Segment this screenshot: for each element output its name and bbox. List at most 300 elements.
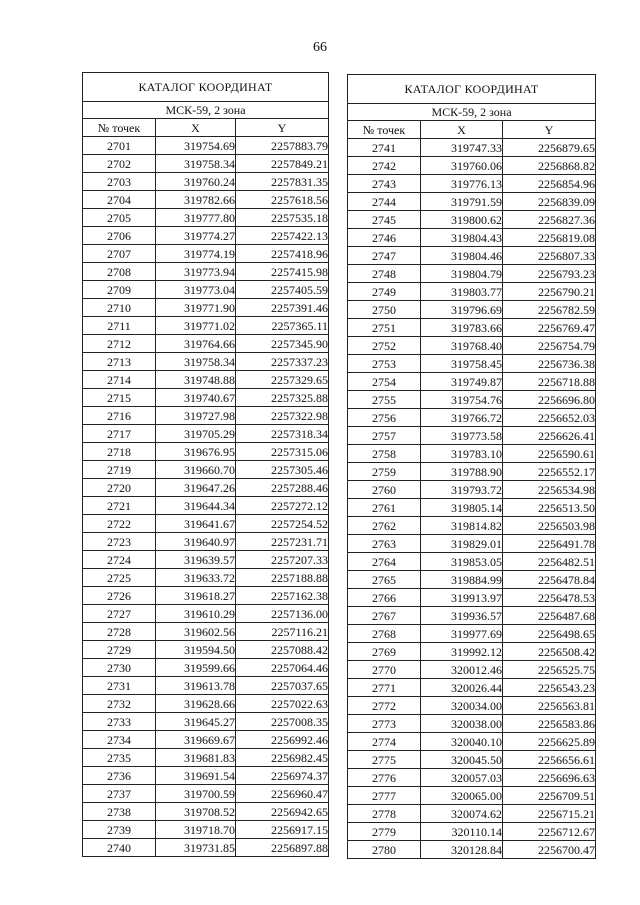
table-row [83, 191, 329, 209]
y-coordinate-cell: 2257329.65 [236, 371, 329, 389]
y-coordinate-cell: 2256992.46 [236, 731, 329, 749]
table-row [348, 301, 596, 319]
x-coordinate-cell: 319992.12 [421, 643, 503, 661]
table-row [348, 733, 596, 751]
table-row [348, 607, 596, 625]
x-coordinate-cell: 320045.50 [421, 751, 503, 769]
y-coordinate-cell: 2256709.51 [503, 787, 596, 805]
y-coordinate-cell: 2257136.00 [236, 605, 329, 623]
y-coordinate-cell: 2257365.11 [236, 317, 329, 335]
y-coordinate-cell: 2257325.88 [236, 389, 329, 407]
point-number-cell: 2725 [83, 569, 156, 587]
table-row [348, 535, 596, 553]
y-coordinate-cell: 2257883.79 [236, 137, 329, 155]
y-coordinate-cell: 2257535.18 [236, 209, 329, 227]
point-number-cell: 2755 [348, 391, 421, 409]
table-row [348, 193, 596, 211]
table-row [348, 211, 596, 229]
y-coordinate-cell: 2256736.38 [503, 355, 596, 373]
point-number-cell: 2733 [83, 713, 156, 731]
x-coordinate-cell: 319804.46 [421, 247, 503, 265]
point-number-cell: 2703 [83, 173, 156, 191]
x-coordinate-cell: 319760.06 [421, 157, 503, 175]
x-coordinate-cell: 319602.56 [156, 623, 236, 641]
table-row [83, 605, 329, 623]
table-row [83, 209, 329, 227]
y-coordinate-cell: 2256854.96 [503, 175, 596, 193]
table-row [83, 731, 329, 749]
table-row [83, 569, 329, 587]
point-number-cell: 2772 [348, 697, 421, 715]
x-coordinate-cell: 319773.94 [156, 263, 236, 281]
table-row [83, 263, 329, 281]
point-number-cell: 2770 [348, 661, 421, 679]
x-coordinate-cell: 319788.90 [421, 463, 503, 481]
table-row [348, 553, 596, 571]
point-number-cell: 2706 [83, 227, 156, 245]
table-row [83, 389, 329, 407]
y-coordinate-cell: 2256491.78 [503, 535, 596, 553]
y-coordinate-cell: 2257037.65 [236, 677, 329, 695]
point-number-cell: 2710 [83, 299, 156, 317]
y-coordinate-cell: 2256917.15 [236, 821, 329, 839]
point-number-cell: 2771 [348, 679, 421, 697]
point-number-cell: 2761 [348, 499, 421, 517]
y-coordinate-cell: 2256482.51 [503, 553, 596, 571]
y-coordinate-cell: 2256508.42 [503, 643, 596, 661]
table-row [348, 643, 596, 661]
table-row [348, 805, 596, 823]
table-row [83, 317, 329, 335]
catalog-title: КАТАЛОГ КООРДИНАТ [348, 75, 596, 104]
header-point-number: № точек [83, 119, 156, 137]
y-coordinate-cell: 2256534.98 [503, 481, 596, 499]
point-number-cell: 2724 [83, 551, 156, 569]
x-coordinate-cell: 319727.98 [156, 407, 236, 425]
table-row [83, 551, 329, 569]
point-number-cell: 2743 [348, 175, 421, 193]
x-coordinate-cell: 319660.70 [156, 461, 236, 479]
x-coordinate-cell: 319633.72 [156, 569, 236, 587]
point-number-cell: 2739 [83, 821, 156, 839]
x-coordinate-cell: 319776.13 [421, 175, 503, 193]
y-coordinate-cell: 2256942.65 [236, 803, 329, 821]
x-coordinate-cell: 319773.58 [421, 427, 503, 445]
y-coordinate-cell: 2257345.90 [236, 335, 329, 353]
table-row [83, 821, 329, 839]
x-coordinate-cell: 319613.78 [156, 677, 236, 695]
point-number-cell: 2768 [348, 625, 421, 643]
y-coordinate-cell: 2256754.79 [503, 337, 596, 355]
catalog-title: КАТАЛОГ КООРДИНАТ [83, 73, 329, 102]
point-number-cell: 2736 [83, 767, 156, 785]
table-row [83, 641, 329, 659]
table-row [348, 157, 596, 175]
y-coordinate-cell: 2256478.53 [503, 589, 596, 607]
x-coordinate-cell: 319804.43 [421, 229, 503, 247]
table-row [348, 697, 596, 715]
y-coordinate-cell: 2257831.35 [236, 173, 329, 191]
x-coordinate-cell: 320065.00 [421, 787, 503, 805]
coordinate-catalog-left [82, 72, 329, 857]
y-coordinate-cell: 2257231.71 [236, 533, 329, 551]
y-coordinate-cell: 2257088.42 [236, 641, 329, 659]
x-coordinate-cell: 319740.67 [156, 389, 236, 407]
y-coordinate-cell: 2256769.47 [503, 319, 596, 337]
point-number-cell: 2716 [83, 407, 156, 425]
y-coordinate-cell: 2257318.34 [236, 425, 329, 443]
point-number-cell: 2760 [348, 481, 421, 499]
table-row [348, 409, 596, 427]
y-coordinate-cell: 2257415.98 [236, 263, 329, 281]
point-number-cell: 2744 [348, 193, 421, 211]
point-number-cell: 2738 [83, 803, 156, 821]
y-coordinate-cell: 2256652.03 [503, 409, 596, 427]
table-row [348, 265, 596, 283]
x-coordinate-cell: 319708.52 [156, 803, 236, 821]
point-number-cell: 2765 [348, 571, 421, 589]
x-coordinate-cell: 319747.33 [421, 139, 503, 157]
x-coordinate-cell: 320026.44 [421, 679, 503, 697]
x-coordinate-cell: 319731.85 [156, 839, 236, 857]
point-number-cell: 2730 [83, 659, 156, 677]
y-coordinate-cell: 2256626.41 [503, 427, 596, 445]
table-row [83, 299, 329, 317]
point-number-cell: 2769 [348, 643, 421, 661]
x-coordinate-cell: 319791.59 [421, 193, 503, 211]
point-number-cell: 2722 [83, 515, 156, 533]
x-coordinate-cell: 319764.66 [156, 335, 236, 353]
point-number-cell: 2766 [348, 589, 421, 607]
y-coordinate-cell: 2256525.75 [503, 661, 596, 679]
table-row [348, 445, 596, 463]
table-row [83, 173, 329, 191]
point-number-cell: 2758 [348, 445, 421, 463]
table-row [348, 139, 596, 157]
table-row [348, 355, 596, 373]
x-coordinate-cell: 320110.14 [421, 823, 503, 841]
point-number-cell: 2711 [83, 317, 156, 335]
y-coordinate-cell: 2256807.33 [503, 247, 596, 265]
x-coordinate-cell: 319766.72 [421, 409, 503, 427]
y-coordinate-cell: 2256696.80 [503, 391, 596, 409]
point-number-cell: 2756 [348, 409, 421, 427]
x-coordinate-cell: 319774.19 [156, 245, 236, 263]
point-number-cell: 2777 [348, 787, 421, 805]
y-coordinate-cell: 2257022.63 [236, 695, 329, 713]
point-number-cell: 2780 [348, 841, 421, 859]
point-number-cell: 2715 [83, 389, 156, 407]
x-coordinate-cell: 319641.67 [156, 515, 236, 533]
y-coordinate-cell: 2256839.09 [503, 193, 596, 211]
x-coordinate-cell: 319691.54 [156, 767, 236, 785]
x-coordinate-cell: 319936.57 [421, 607, 503, 625]
y-coordinate-cell: 2257322.98 [236, 407, 329, 425]
x-coordinate-cell: 319758.45 [421, 355, 503, 373]
x-coordinate-cell: 319681.83 [156, 749, 236, 767]
x-coordinate-cell: 319783.10 [421, 445, 503, 463]
x-coordinate-cell: 319793.72 [421, 481, 503, 499]
point-number-cell: 2779 [348, 823, 421, 841]
y-coordinate-cell: 2256782.59 [503, 301, 596, 319]
table-row [348, 229, 596, 247]
catalog-subtitle: МСК-59, 2 зона [348, 104, 596, 121]
point-number-cell: 2705 [83, 209, 156, 227]
table-row [83, 533, 329, 551]
table-row [348, 679, 596, 697]
table-row [83, 281, 329, 299]
point-number-cell: 2753 [348, 355, 421, 373]
y-coordinate-cell: 2257337.23 [236, 353, 329, 371]
x-coordinate-cell: 319610.29 [156, 605, 236, 623]
x-coordinate-cell: 319700.59 [156, 785, 236, 803]
point-number-cell: 2757 [348, 427, 421, 445]
x-coordinate-cell: 319705.29 [156, 425, 236, 443]
table-row [83, 677, 329, 695]
y-coordinate-cell: 2256696.63 [503, 769, 596, 787]
y-coordinate-cell: 2257288.46 [236, 479, 329, 497]
x-coordinate-cell: 319647.26 [156, 479, 236, 497]
header-y: Y [503, 121, 596, 139]
point-number-cell: 2701 [83, 137, 156, 155]
table-row [348, 337, 596, 355]
point-number-cell: 2712 [83, 335, 156, 353]
point-number-cell: 2729 [83, 641, 156, 659]
x-coordinate-cell: 320057.03 [421, 769, 503, 787]
x-coordinate-cell: 319628.66 [156, 695, 236, 713]
y-coordinate-cell: 2257116.21 [236, 623, 329, 641]
table-row [83, 497, 329, 515]
table-row [83, 749, 329, 767]
x-coordinate-cell: 319853.05 [421, 553, 503, 571]
point-number-cell: 2742 [348, 157, 421, 175]
y-coordinate-cell: 2256974.37 [236, 767, 329, 785]
table-row [83, 479, 329, 497]
x-coordinate-cell: 319758.34 [156, 353, 236, 371]
table-row [348, 247, 596, 265]
x-coordinate-cell: 319829.01 [421, 535, 503, 553]
y-coordinate-cell: 2256625.89 [503, 733, 596, 751]
y-coordinate-cell: 2256513.50 [503, 499, 596, 517]
table-row [348, 625, 596, 643]
table-row [83, 623, 329, 641]
y-coordinate-cell: 2256543.23 [503, 679, 596, 697]
table-row [348, 175, 596, 193]
y-coordinate-cell: 2256478.84 [503, 571, 596, 589]
x-coordinate-cell: 320074.62 [421, 805, 503, 823]
table-row [83, 713, 329, 731]
table-row [83, 461, 329, 479]
table-row [348, 787, 596, 805]
x-coordinate-cell: 319758.34 [156, 155, 236, 173]
table-row [83, 425, 329, 443]
y-coordinate-cell: 2257418.96 [236, 245, 329, 263]
point-number-cell: 2714 [83, 371, 156, 389]
point-number-cell: 2719 [83, 461, 156, 479]
table-row [348, 589, 596, 607]
table-row [348, 751, 596, 769]
y-coordinate-cell: 2256718.88 [503, 373, 596, 391]
y-coordinate-cell: 2257254.52 [236, 515, 329, 533]
x-coordinate-cell: 319640.97 [156, 533, 236, 551]
x-coordinate-cell: 319676.95 [156, 443, 236, 461]
y-coordinate-cell: 2257272.12 [236, 497, 329, 515]
table-row [348, 823, 596, 841]
table-row [83, 515, 329, 533]
y-coordinate-cell: 2257305.46 [236, 461, 329, 479]
point-number-cell: 2745 [348, 211, 421, 229]
y-coordinate-cell: 2256700.47 [503, 841, 596, 859]
table-row [348, 661, 596, 679]
point-number-cell: 2746 [348, 229, 421, 247]
point-number-cell: 2763 [348, 535, 421, 553]
point-number-cell: 2750 [348, 301, 421, 319]
point-number-cell: 2708 [83, 263, 156, 281]
table-row [83, 155, 329, 173]
y-coordinate-cell: 2257064.46 [236, 659, 329, 677]
x-coordinate-cell: 320128.84 [421, 841, 503, 859]
x-coordinate-cell: 319884.99 [421, 571, 503, 589]
header-y: Y [236, 119, 329, 137]
header-x: X [421, 121, 503, 139]
y-coordinate-cell: 2256790.21 [503, 283, 596, 301]
point-number-cell: 2773 [348, 715, 421, 733]
x-coordinate-cell: 319977.69 [421, 625, 503, 643]
y-coordinate-cell: 2256503.98 [503, 517, 596, 535]
point-number-cell: 2735 [83, 749, 156, 767]
header-x: X [156, 119, 236, 137]
x-coordinate-cell: 319803.77 [421, 283, 503, 301]
y-coordinate-cell: 2256552.17 [503, 463, 596, 481]
table-row [83, 407, 329, 425]
x-coordinate-cell: 320040.10 [421, 733, 503, 751]
point-number-cell: 2748 [348, 265, 421, 283]
x-coordinate-cell: 319804.79 [421, 265, 503, 283]
y-coordinate-cell: 2256793.23 [503, 265, 596, 283]
table-row [348, 427, 596, 445]
point-number-cell: 2704 [83, 191, 156, 209]
table-row [348, 373, 596, 391]
y-coordinate-cell: 2256715.21 [503, 805, 596, 823]
table-row [348, 481, 596, 499]
table-row [348, 283, 596, 301]
table-row [83, 839, 329, 857]
x-coordinate-cell: 319718.70 [156, 821, 236, 839]
point-number-cell: 2747 [348, 247, 421, 265]
y-coordinate-cell: 2257618.56 [236, 191, 329, 209]
point-number-cell: 2775 [348, 751, 421, 769]
x-coordinate-cell: 319639.57 [156, 551, 236, 569]
x-coordinate-cell: 319768.40 [421, 337, 503, 355]
table-row [83, 227, 329, 245]
point-number-cell: 2728 [83, 623, 156, 641]
point-number-cell: 2718 [83, 443, 156, 461]
x-coordinate-cell: 319669.67 [156, 731, 236, 749]
x-coordinate-cell: 319782.66 [156, 191, 236, 209]
table-row [83, 137, 329, 155]
catalog-subtitle: МСК-59, 2 зона [83, 102, 329, 119]
table-row [83, 695, 329, 713]
point-number-cell: 2751 [348, 319, 421, 337]
table-row [83, 353, 329, 371]
point-number-cell: 2741 [348, 139, 421, 157]
table-row [83, 587, 329, 605]
point-number-cell: 2731 [83, 677, 156, 695]
point-number-cell: 2713 [83, 353, 156, 371]
y-coordinate-cell: 2256498.65 [503, 625, 596, 643]
x-coordinate-cell: 319754.69 [156, 137, 236, 155]
point-number-cell: 2754 [348, 373, 421, 391]
x-coordinate-cell: 319594.50 [156, 641, 236, 659]
table-row [348, 517, 596, 535]
table-row [348, 841, 596, 859]
point-number-cell: 2752 [348, 337, 421, 355]
point-number-cell: 2721 [83, 497, 156, 515]
table-row [83, 803, 329, 821]
x-coordinate-cell: 319749.87 [421, 373, 503, 391]
y-coordinate-cell: 2256868.82 [503, 157, 596, 175]
y-coordinate-cell: 2257207.33 [236, 551, 329, 569]
x-coordinate-cell: 319645.27 [156, 713, 236, 731]
x-coordinate-cell: 319771.90 [156, 299, 236, 317]
point-number-cell: 2749 [348, 283, 421, 301]
table-row [348, 571, 596, 589]
table-row [348, 391, 596, 409]
point-number-cell: 2723 [83, 533, 156, 551]
x-coordinate-cell: 319774.27 [156, 227, 236, 245]
point-number-cell: 2732 [83, 695, 156, 713]
x-coordinate-cell: 319760.24 [156, 173, 236, 191]
point-number-cell: 2767 [348, 607, 421, 625]
x-coordinate-cell: 319771.02 [156, 317, 236, 335]
page-number: 66 [313, 40, 327, 55]
point-number-cell: 2774 [348, 733, 421, 751]
y-coordinate-cell: 2256982.45 [236, 749, 329, 767]
y-coordinate-cell: 2256960.47 [236, 785, 329, 803]
y-coordinate-cell: 2257422.13 [236, 227, 329, 245]
y-coordinate-cell: 2256487.68 [503, 607, 596, 625]
point-number-cell: 2717 [83, 425, 156, 443]
x-coordinate-cell: 319783.66 [421, 319, 503, 337]
header-point-number: № точек [348, 121, 421, 139]
table-row [83, 659, 329, 677]
table-row [83, 767, 329, 785]
y-coordinate-cell: 2256819.08 [503, 229, 596, 247]
point-number-cell: 2759 [348, 463, 421, 481]
x-coordinate-cell: 319748.88 [156, 371, 236, 389]
x-coordinate-cell: 319814.82 [421, 517, 503, 535]
point-number-cell: 2762 [348, 517, 421, 535]
y-coordinate-cell: 2257849.21 [236, 155, 329, 173]
point-number-cell: 2737 [83, 785, 156, 803]
table-row [83, 785, 329, 803]
point-number-cell: 2702 [83, 155, 156, 173]
x-coordinate-cell: 319644.34 [156, 497, 236, 515]
table-row [83, 443, 329, 461]
point-number-cell: 2720 [83, 479, 156, 497]
x-coordinate-cell: 319805.14 [421, 499, 503, 517]
table-row [83, 335, 329, 353]
y-coordinate-cell: 2256879.65 [503, 139, 596, 157]
y-coordinate-cell: 2257188.88 [236, 569, 329, 587]
x-coordinate-cell: 319599.66 [156, 659, 236, 677]
x-coordinate-cell: 319618.27 [156, 587, 236, 605]
x-coordinate-cell: 319913.97 [421, 589, 503, 607]
y-coordinate-cell: 2257405.59 [236, 281, 329, 299]
y-coordinate-cell: 2256583.86 [503, 715, 596, 733]
x-coordinate-cell: 320034.00 [421, 697, 503, 715]
y-coordinate-cell: 2256897.88 [236, 839, 329, 857]
